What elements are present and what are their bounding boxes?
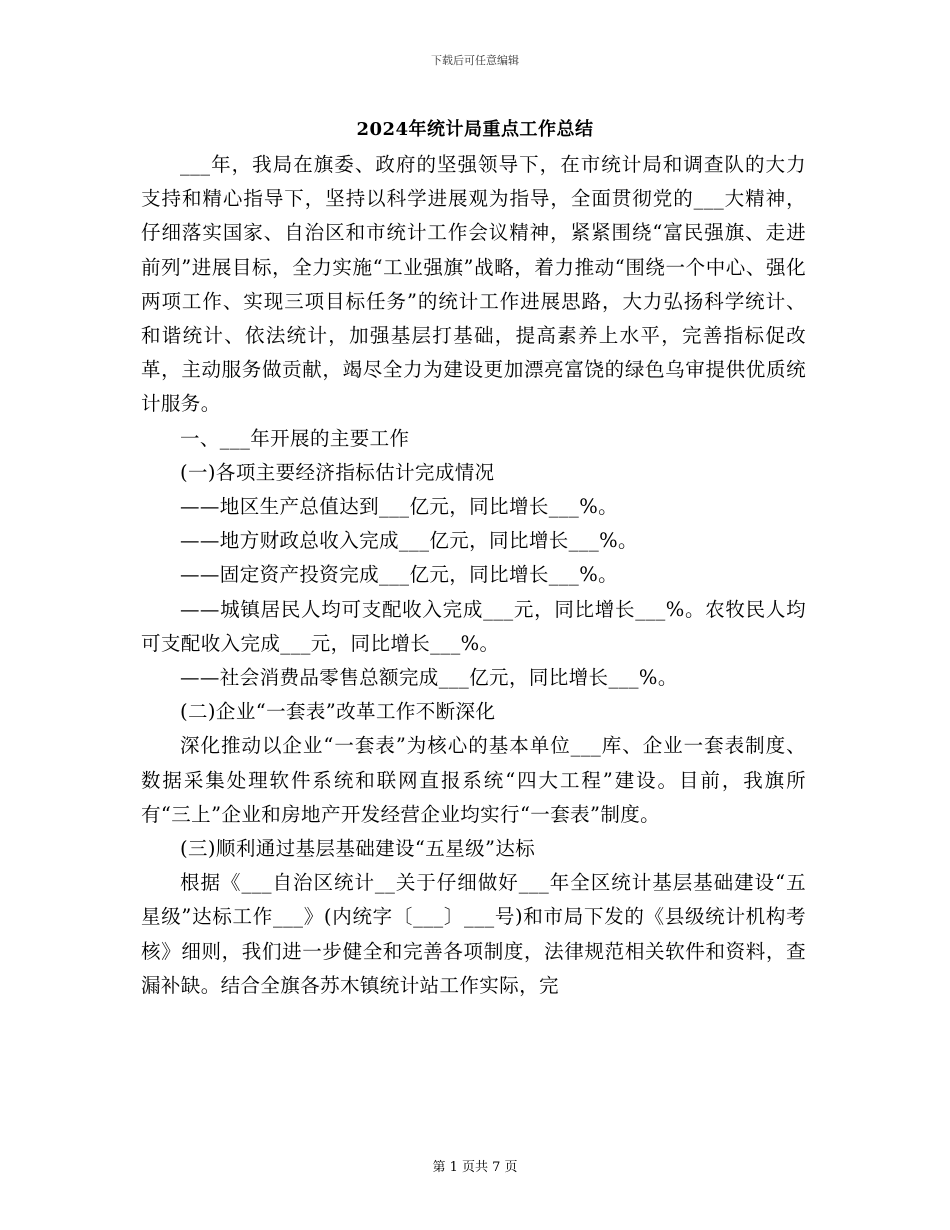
list-item-fiscal-revenue: ——地方财政总收入完成___亿元，同比增长___%。 xyxy=(180,529,638,553)
document-title: 2024年统计局重点工作总结 xyxy=(356,119,594,140)
list-item-fixed-asset-investment: ——固定资产投资完成___亿元，同比增长___%。 xyxy=(180,563,619,587)
paragraph-intro: ___年，我局在旗委、政府的坚强领导下，在市统计局和调查队的大力支持和精心指导下，坚持以科学进展观为指导，全面贯彻党的___大精神，仔细落实国家、自治区和市统计工作会议精神，紧紧围绕“富民强旗、走进前列”进展目标，全力实施“工业强旗”战略，着力推动“围绕一个中心、强化两项工作、实现三项目标任务”的统计工作进展思路，大力弘扬科学统计、和谐统计、依法统计，加强基层打基础，提高素养上水平，完善指标促改革，主动服务做贡献，竭尽全力为建设更加漂亮富饶的绿色乌审提供优质统计服务。 xyxy=(141,153,806,416)
list-item-income: ——城镇居民人均可支配收入完成___元，同比增长___%。农牧民人均可支配收入完成___元，同比增长___%。 xyxy=(141,597,806,655)
subheading-five-star: (三)顺利通过基层基础建设“五星级”达标 xyxy=(180,837,536,861)
list-item-retail-sales: ——社会消费品零售总额完成___亿元，同比增长___%。 xyxy=(180,666,678,690)
header-note: 下载后可任意编辑 xyxy=(431,54,519,67)
paragraph-one-table-reform: 深化推动以企业“一套表”为核心的基本单位___库、企业一套表制度、数据采集处理软件系统和联网直报系统“四大工程”建设。目前，我旗所有“三上”企业和房地产开发经营企业均实行“一套表”制度。 xyxy=(141,734,806,826)
paragraph-five-star: 根据《___自治区统计__关于仔细做好___年全区统计基层基础建设“五星级”达标工作___》(内统字〔___〕___号)和市局下发的《县级统计机构考核》细则，我们进一步健全和完善各项制度，法律规范相关软件和资料，查漏补缺。结合全旗各苏木镇统计站工作实际，完 xyxy=(141,871,806,997)
page-footer: 第 1 页共 7 页 xyxy=(432,1160,518,1175)
section-heading-main-work: 一、___年开展的主要工作 xyxy=(180,426,410,450)
subheading-one-table-reform: (二)企业“一套表”改革工作不断深化 xyxy=(180,700,496,724)
document-body xyxy=(141,148,806,1003)
subheading-indicators: (一)各项主要经济指标估计完成情况 xyxy=(180,460,495,484)
list-item-gdp: ——地区生产总值达到___亿元，同比增长___%。 xyxy=(180,495,619,519)
